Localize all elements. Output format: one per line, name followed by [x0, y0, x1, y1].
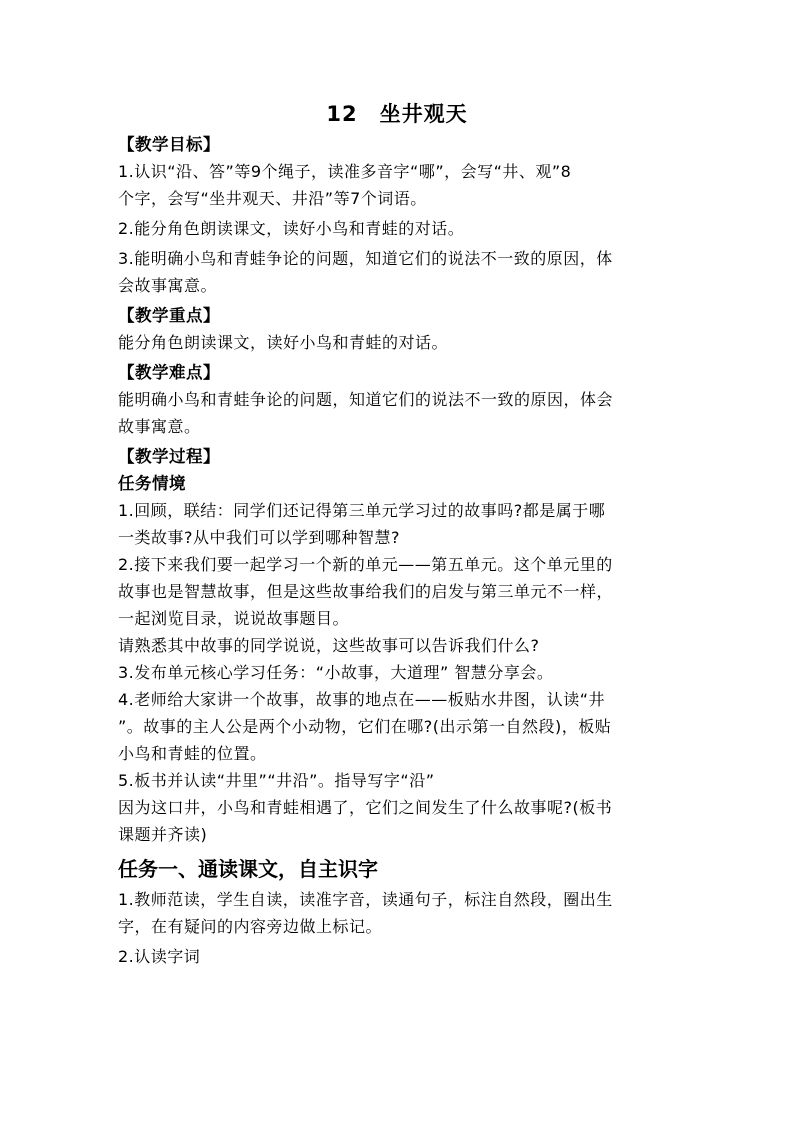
situation-2-line-3: 一起浏览目录，说说故事题目。: [118, 609, 350, 628]
document-body: [118, 131, 698, 970]
task1-heading: 任务一、通读课文，自主识字: [118, 857, 378, 881]
difficulty-line-1: 能明确小鸟和青蛙争论的问题，知道它们的说法不一致的原因，体会: [118, 390, 614, 409]
situation-2-line-1: 2.接下来我们要一起学习一个新的单元——第五单元。这个单元里的: [118, 555, 613, 574]
task1-1-line-1: 1.教师范读，学生自读，读准字音，读通句子，标注自然段，圈出生: [118, 890, 613, 909]
task1-1-line-2: 字，在有疑问的内容旁边做上标记。: [118, 917, 383, 936]
lesson-name: 坐井观天: [379, 102, 468, 126]
lesson-title: [0, 98, 794, 128]
situation-1-line-2: 一类故事?从中我们可以学到哪种智慧?: [118, 528, 400, 547]
task1-2-line-1: 2.认读字词: [118, 947, 201, 966]
difficulty-heading: 【教学难点】: [118, 363, 220, 382]
situation-7-line-2: 课题并齐读): [118, 825, 208, 844]
situation-heading: 任务情境: [118, 474, 186, 493]
lesson-number: 12: [326, 102, 358, 126]
difficulty-line-2: 故事寓意。: [118, 417, 201, 436]
situation-3-line-1: 请熟悉其中故事的同学说说，这些故事可以告诉我们什么?: [118, 636, 540, 655]
situation-6-line-1: 5.板书并认读“井里”“井沿”。指导写字“沿”: [118, 771, 435, 790]
situation-5-line-2: ”。故事的主人公是两个小动物，它们在哪?(出示第一自然段)，板贴: [118, 717, 612, 736]
goals-heading: 【教学目标】: [118, 135, 220, 154]
goal-1-line-1: 1.认识“沿、答”等9个绳子，读准多音字“哪”，会写“井、观”8: [118, 162, 572, 181]
situation-5-line-1: 4.老师给大家讲一个故事，故事的地点在——板贴水井图，认读“井: [118, 690, 606, 709]
goal-3-line-1: 3.能明确小鸟和青蛙争论的问题，知道它们的说法不一致的原因，体: [118, 249, 613, 268]
goal-3-line-2: 会故事寓意。: [118, 276, 218, 295]
goal-2-line-1: 2.能分角色朗读课文，读好小鸟和青蛙的对话。: [118, 219, 465, 238]
process-heading: 【教学过程】: [118, 447, 220, 466]
situation-1-line-1: 1.回顾，联结：同学们还记得第三单元学习过的故事吗?都是属于哪: [118, 501, 606, 520]
goal-1-line-2: 个字，会写“坐井观天、井沿”等7个词语。: [118, 189, 427, 208]
situation-2-line-2: 故事也是智慧故事，但是这些故事给我们的启发与第三单元不一样，: [118, 582, 614, 601]
key-line-1: 能分角色朗读课文，读好小鸟和青蛙的对话。: [118, 333, 449, 352]
situation-4-line-1: 3.发布单元核心学习任务：“小故事，大道理” 智慧分享会。: [118, 663, 554, 682]
key-heading: 【教学重点】: [118, 306, 220, 325]
situation-5-line-3: 小鸟和青蛙的位置。: [118, 744, 267, 763]
situation-7-line-1: 因为这口井，小鸟和青蛙相遇了，它们之间发生了什么故事呢?(板书: [118, 798, 613, 817]
